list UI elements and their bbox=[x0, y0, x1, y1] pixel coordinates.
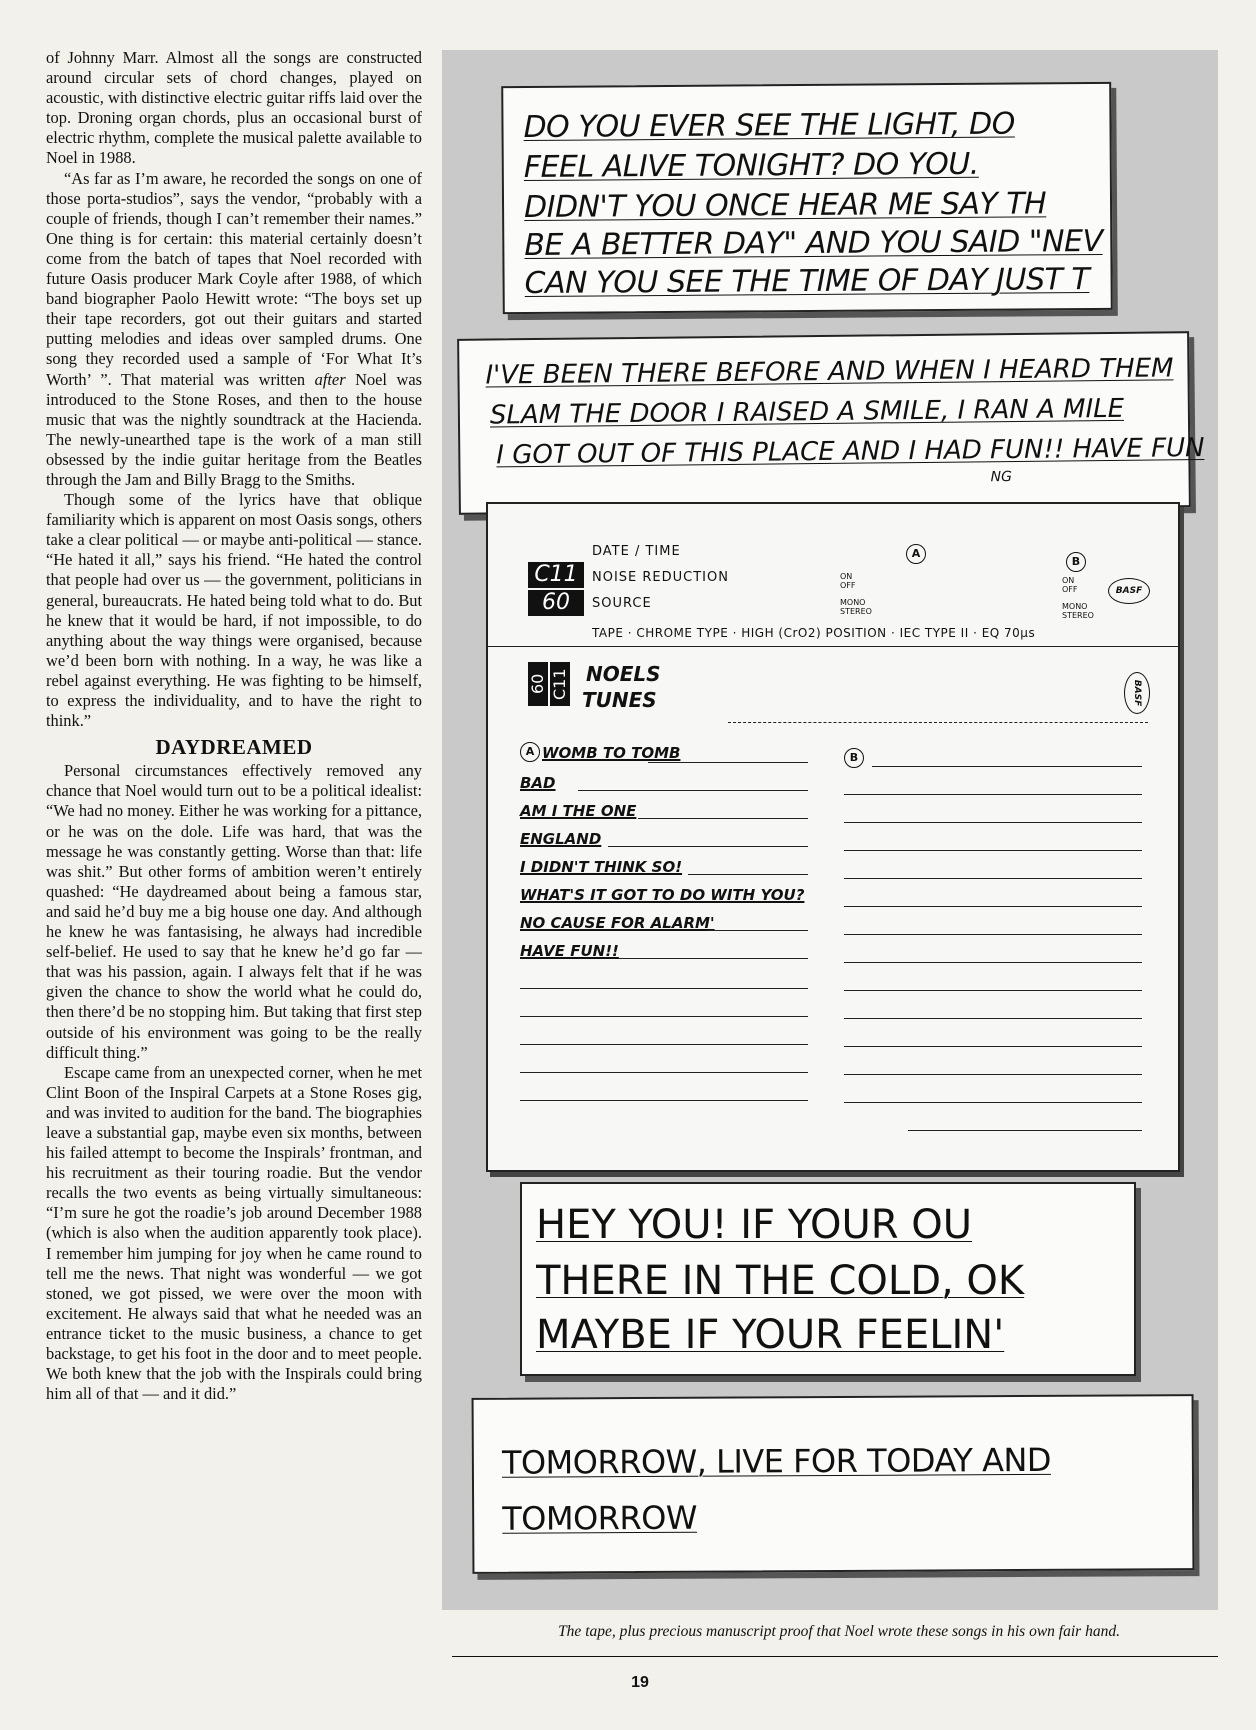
track-rule bbox=[844, 934, 1142, 935]
note2-signature: NG bbox=[990, 469, 1012, 486]
track-rule bbox=[844, 990, 1142, 991]
cassette-length-badge: 60 bbox=[528, 590, 584, 616]
track-item: WOMB TO TOMB bbox=[542, 744, 681, 762]
nr-options-b: ON OFF bbox=[1062, 576, 1078, 594]
track-item: ENGLAND bbox=[520, 830, 602, 848]
spine-type: C11 bbox=[550, 662, 570, 706]
source-options: MONO STEREO bbox=[840, 598, 872, 616]
lyric-note-3 bbox=[520, 1182, 1136, 1376]
note1-line: DO YOU EVER SEE THE LIGHT, DO bbox=[523, 106, 1015, 145]
track-rule bbox=[872, 766, 1142, 767]
paragraph-2-emphasis: after bbox=[314, 369, 346, 389]
lyric-note-4 bbox=[472, 1394, 1195, 1574]
track-item: WHAT'S IT GOT TO DO WITH YOU? bbox=[520, 886, 805, 904]
note2-line: SLAM THE DOOR I RAISED A SMILE, I RAN A MILE bbox=[489, 393, 1125, 431]
paragraph-1: of Johnny Marr. Almost all the songs are constructed around circular sets of chord changes, played on acoustic, with distinctive electric guitar riffs laid over the top. Droning organ chords, plus an occasional burst of electric rhythm, complete the musical palette available to Noel in 1988. bbox=[46, 48, 422, 168]
track-rule bbox=[844, 1074, 1142, 1075]
note2-line: I GOT OUT OF THIS PLACE AND I HAD FUN!! HAVE FUN bbox=[496, 433, 1205, 471]
brand-logo-side: BASF bbox=[1124, 672, 1150, 714]
side-a-mark: A bbox=[906, 544, 926, 564]
cassette-inlay-card bbox=[486, 502, 1180, 1172]
track-rule bbox=[844, 878, 1142, 879]
note1-line: DIDN'T YOU ONCE HEAR ME SAY TH bbox=[523, 186, 1047, 225]
track-item: BAD bbox=[520, 774, 556, 792]
track-item: I DIDN'T THINK SO! bbox=[520, 858, 683, 876]
note1-line: FEEL ALIVE TONIGHT? DO YOU. bbox=[523, 146, 979, 185]
track-side-b-mark: B bbox=[844, 748, 864, 768]
brand-logo: BASF bbox=[1108, 578, 1150, 604]
label-title-1: NOELS bbox=[586, 662, 661, 686]
tape-spec-label: TAPE · CHROME TYPE · HIGH (CrO2) POSITION · IEC TYPE II · EQ 70μs bbox=[592, 626, 1036, 640]
track-rule bbox=[708, 930, 808, 931]
paragraph-3: Though some of the lyrics have that oblique familiarity which is apparent on most Oasis songs, others take a clear political — or maybe anti-political — stance. “He hated it all,” says his friend. “He hated the control that people had over us — the government, politicians in general, bureaucrats. He hated being told what to do. But he knew that it would be hard, if not impossible, to do anything about the way things were organised, because we’d been born with nothing. In a way, he was like a rebel against everything. He was fighting to be himself, to express the individuality, and to have the right to think.” bbox=[46, 490, 422, 731]
lyric-note-1 bbox=[501, 82, 1113, 314]
cassette-type-badge: C11 bbox=[528, 562, 584, 588]
track-rule bbox=[844, 794, 1142, 795]
track-rule bbox=[844, 822, 1142, 823]
track-item: HAVE FUN!! bbox=[520, 942, 619, 960]
paragraph-2-tail: Noel was introduced to the Stone Roses, and then to the house music that was the nightly soundtrack at the Hacienda. The newly-unearthed tape is the work of a man still obsessed by the indie guitar heritage from the Beatles through the Jam and Billy Bragg to the Smiths. bbox=[46, 369, 422, 489]
note4-line: TOMORROW bbox=[502, 1498, 698, 1538]
cassette-spine bbox=[528, 662, 572, 708]
track-rule bbox=[520, 1044, 808, 1045]
track-item: NO CAUSE FOR ALARM' bbox=[520, 914, 715, 932]
track-item: AM I THE ONE bbox=[520, 802, 637, 820]
track-rule bbox=[608, 846, 808, 847]
noise-reduction-label: NOISE REDUCTION bbox=[592, 570, 729, 585]
track-side-a-mark: A bbox=[520, 742, 540, 762]
source-label: SOURCE bbox=[592, 596, 652, 611]
footer-divider bbox=[452, 1656, 1218, 1657]
source-options-b: MONO STEREO bbox=[1062, 602, 1094, 620]
nr-options: ON OFF bbox=[840, 572, 856, 590]
note3-line: HEY YOU! IF YOUR OU bbox=[536, 1202, 973, 1248]
track-rule bbox=[844, 1018, 1142, 1019]
paragraph-5: Escape came from an unexpected corner, when he met Clint Boon of the Inspiral Carpets at a Stone Roses gig, and was invited to audition for the band. The biographies leave a substantial gap, maybe even six months, between his failed attempt to become the Inspirals’ frontman, and his recruitment as their touring roadie. But the vendor recalls the two events as being virtually simultaneous: “I’m sure he got the roadie’s job around December 1988 (which is also when the audition apparently took place). I remember him jumping for joy when he came round to tell me the news. That night was wonderful — we got stoned, we got pissed, we were over the moon with excitement. He always said that what he needed was an entrance ticket to the music business, a chance to get backstage, to get his foot in the door and to meet people. We both knew that the job with the Inspirals could bring him all of that — and it did.” bbox=[46, 1062, 422, 1404]
track-rule bbox=[844, 962, 1142, 963]
page-number: 19 bbox=[631, 1674, 649, 1691]
note4-line: TOMORROW, LIVE FOR TODAY AND bbox=[501, 1440, 1052, 1482]
track-rule bbox=[688, 874, 808, 875]
lyric-note-2 bbox=[457, 331, 1205, 515]
figure-caption: The tape, plus precious manuscript proof that Noel wrote these songs in his own fair hand. bbox=[558, 1623, 1120, 1640]
track-rule bbox=[520, 988, 808, 989]
note2-line: I'VE BEEN THERE BEFORE AND WHEN I HEARD THEM bbox=[485, 353, 1174, 391]
paragraph-4: Personal circumstances effectively removed any chance that Noel would turn out to be a political idealist: “We had no money. Either he was working for a pittance, or he was on the dole. Life was hard, that was the message he was constantly getting. Worse than that: life was shit.” But other forms of ambition weren’t entirely quashed: “He daydreamed about being a famous star, and said he’d buy me a big house one day. And although he knew he was fantasising, he always had incredible self-belief. He used to say that he knew he’d go far — that was his passion, again. I always felt that if he was given the chance to show the world what he could do, then there’d be no stopping him. But taking that first step outside of his environment was going to be the really difficult thing.” bbox=[46, 761, 422, 1062]
article-column bbox=[46, 48, 422, 1404]
track-rule bbox=[520, 1100, 808, 1101]
note3-line: THERE IN THE COLD, OK bbox=[536, 1258, 1025, 1304]
paragraph-2-text: “As far as I’m aware, he recorded the songs on one of those porta-studios”, says the vendor, “probably with a couple of friends, though I can’t remember their names.” One thing is for certain: this material certainly doesn’t come from the batch of tapes that Noel recorded with future Oasis producer Mark Coyle after 1988, of which band biographer Paolo Hewitt wrote: “The boys set up their tape recorders, got out their guitars and started putting melodies and ideas over sampled drums. One song they recorded used a sample of ‘For What It’s Worth’ ”. That material was written bbox=[46, 168, 422, 389]
paragraph-2 bbox=[46, 169, 422, 491]
note1-line: BE A BETTER DAY" AND YOU SAID "NEV bbox=[524, 223, 1103, 263]
track-rule bbox=[618, 958, 808, 959]
side-b-mark: B bbox=[1066, 552, 1086, 572]
track-rule bbox=[844, 1102, 1142, 1103]
note3-line: MAYBE IF YOUR FEELIN' bbox=[536, 1312, 1005, 1358]
track-rule bbox=[908, 1130, 1142, 1131]
track-rule bbox=[578, 790, 808, 791]
track-rule bbox=[844, 850, 1142, 851]
track-rule bbox=[844, 1046, 1142, 1047]
track-rule bbox=[648, 762, 808, 763]
track-rule bbox=[520, 1016, 808, 1017]
section-heading: DAYDREAMED bbox=[155, 735, 313, 760]
header-divider bbox=[488, 646, 1178, 647]
track-rule bbox=[844, 906, 1142, 907]
label-title-2: TUNES bbox=[582, 688, 657, 712]
date-time-label: DATE / TIME bbox=[592, 544, 681, 559]
spine-length: 60 bbox=[528, 662, 548, 706]
label-rule bbox=[728, 722, 1148, 723]
note1-line: CAN YOU SEE THE TIME OF DAY JUST T bbox=[524, 262, 1090, 301]
track-rule bbox=[520, 1072, 808, 1073]
track-rule bbox=[638, 818, 808, 819]
